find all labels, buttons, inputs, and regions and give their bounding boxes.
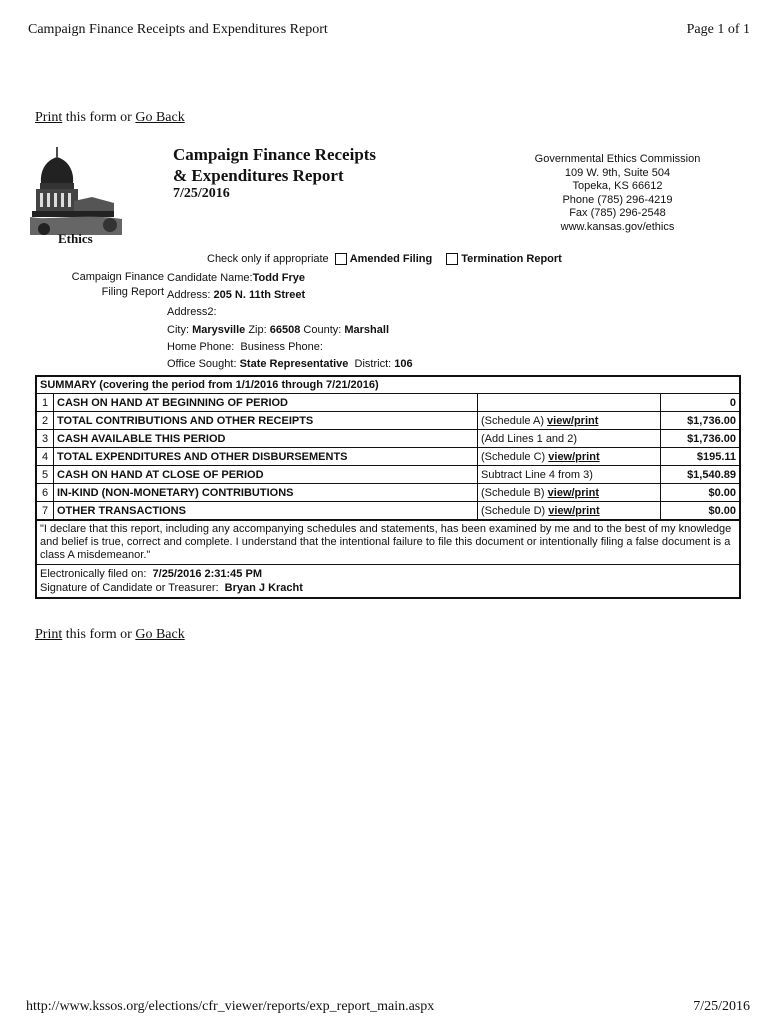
candidate-office: State Representative: [239, 358, 349, 371]
summary-table: [37, 394, 739, 520]
commission-web: www.kansas.gov/ethics: [560, 220, 675, 233]
commission-address1: 109 W. 9th, Suite 504: [564, 166, 671, 179]
view-print-link[interactable]: view/print: [547, 486, 599, 499]
candidate-district: 106: [394, 358, 413, 371]
line-number: 1: [37, 394, 54, 412]
line-amount: $1,540.89: [661, 466, 740, 484]
schedule-cell: [478, 412, 661, 430]
line-number: 5: [37, 466, 54, 484]
line-label: TOTAL EXPENDITURES AND OTHER DISBURSEMENTS: [54, 448, 478, 466]
signature-label: Signature of Candidate or Treasurer:: [40, 582, 219, 594]
view-print-link[interactable]: view/print: [548, 504, 600, 517]
line-label: CASH ON HAND AT BEGINNING OF PERIOD: [54, 394, 478, 412]
report-date: 7/25/2016: [173, 186, 230, 201]
line-amount: $0.00: [661, 484, 740, 502]
efiled-datetime: 7/25/2016 2:31:45 PM: [152, 568, 262, 580]
schedule-cell: [478, 466, 661, 484]
amended-filing-checkbox[interactable]: [335, 253, 347, 265]
schedule-text: (Schedule C): [481, 450, 549, 463]
line-number: 7: [37, 502, 54, 520]
filing-type-row: [207, 253, 562, 265]
nav-top: [35, 110, 185, 126]
line-amount: $1,736.00: [661, 412, 740, 430]
candidate-city: Marysville: [192, 323, 246, 336]
filing-report-label-line2: Filing Report: [101, 286, 164, 298]
candidate-address2-row: [167, 304, 413, 321]
business-phone-label: Business Phone:: [240, 340, 323, 353]
commission-fax: Fax (785) 296-2548: [569, 207, 666, 219]
county-label: County:: [303, 323, 342, 336]
candidate-address: 205 N. 11th Street: [213, 289, 306, 302]
summary-row: [37, 502, 739, 520]
zip-label: Zip:: [248, 323, 267, 336]
address-label: Address:: [167, 289, 211, 302]
declaration-text: "I declare that this report, including any accompanying schedules and statements, has been examined by me and to the best of my knowledge and belief is true, correct and complete. I understand that the intentional failure to file this document or intentionally filing a false document is a class A misdemeanor.": [37, 520, 739, 564]
report-title-line1: Campaign Finance Receipts: [173, 145, 377, 164]
district-label: District:: [354, 358, 392, 371]
line-label: TOTAL CONTRIBUTIONS AND OTHER RECEIPTS: [54, 412, 478, 430]
filing-report-label: [40, 270, 164, 300]
schedule-text: (Schedule B): [481, 486, 548, 499]
line-label: OTHER TRANSACTIONS: [54, 502, 478, 520]
summary-row: [37, 466, 739, 484]
filing-info: [37, 564, 739, 597]
print-link-bottom[interactable]: Print: [35, 627, 63, 642]
nav-bottom: [35, 627, 185, 643]
seal-text: Ethics: [58, 231, 93, 246]
line-number: 3: [37, 430, 54, 448]
capitol-seal-icon: [30, 143, 122, 247]
summary-row: [37, 394, 739, 412]
candidate-phone-row: [167, 339, 413, 356]
schedule-text: (Schedule D): [481, 504, 549, 517]
schedule-text: Subtract Line 4 from 3): [481, 468, 593, 481]
schedule-cell: [478, 502, 661, 520]
signature-name: Bryan J Kracht: [224, 582, 303, 594]
candidate-county: Marshall: [344, 323, 390, 336]
summary-row: [37, 430, 739, 448]
schedule-cell: [478, 430, 661, 448]
summary-heading: SUMMARY (covering the period from 1/1/2016 through 7/21/2016): [37, 377, 739, 394]
efiled-row: [40, 567, 736, 581]
nav-middle-text: this form or: [62, 110, 136, 125]
check-label: Check only if appropriate: [207, 253, 329, 265]
go-back-link-bottom[interactable]: Go Back: [135, 627, 185, 642]
commission-phone: Phone (785) 296-4219: [562, 193, 673, 206]
line-amount: 0: [661, 394, 740, 412]
summary-row: [37, 412, 739, 430]
line-number: 6: [37, 484, 54, 502]
line-label: IN-KIND (NON-MONETARY) CONTRIBUTIONS: [54, 484, 478, 502]
footer-url: http://www.kssos.org/elections/cfr_viewer/reports/exp_report_main.aspx: [26, 999, 435, 1014]
amended-filing-label: Amended Filing: [349, 253, 433, 265]
commission-city: Topeka, KS 66612: [572, 180, 663, 192]
candidate-city-row: [167, 322, 413, 339]
schedule-cell: [478, 484, 661, 502]
home-phone-label: Home Phone:: [167, 340, 235, 353]
termination-report-label: Termination Report: [461, 253, 562, 265]
line-number: 4: [37, 448, 54, 466]
city-label: City:: [167, 323, 189, 336]
candidate-name-label: Candidate Name:: [167, 272, 253, 284]
candidate-info: [167, 270, 413, 373]
line-label: CASH ON HAND AT CLOSE OF PERIOD: [54, 466, 478, 484]
summary-row: [37, 484, 739, 502]
line-amount: $1,736.00: [661, 430, 740, 448]
commission-name: Governmental Ethics Commission: [534, 153, 701, 165]
candidate-office-row: [167, 356, 413, 373]
efiled-label: Electronically filed on:: [40, 568, 147, 580]
page-number: Page 1 of 1: [686, 22, 750, 37]
termination-report-checkbox[interactable]: [446, 253, 458, 265]
filing-report-label-line1: Campaign Finance: [71, 271, 164, 283]
line-amount: $0.00: [661, 502, 740, 520]
report-title: [173, 144, 376, 186]
schedule-cell: [478, 448, 661, 466]
page-header-title: Campaign Finance Receipts and Expenditures Report: [28, 22, 328, 37]
commission-address-block: [505, 153, 730, 234]
footer-date: 7/25/2016: [693, 999, 750, 1014]
view-print-link[interactable]: view/print: [547, 414, 599, 427]
office-label: Office Sought:: [167, 358, 237, 371]
report-title-line2: & Expenditures Report: [173, 166, 344, 185]
view-print-link[interactable]: view/print: [548, 450, 600, 463]
candidate-zip: 66508: [269, 323, 301, 336]
summary-box: [35, 375, 741, 599]
go-back-link[interactable]: Go Back: [135, 110, 185, 125]
schedule-cell: [478, 394, 661, 412]
signature-row: [40, 581, 736, 595]
line-number: 2: [37, 412, 54, 430]
schedule-text: (Schedule A): [481, 414, 548, 427]
candidate-address-row: [167, 287, 413, 304]
address2-label: Address2:: [167, 306, 217, 319]
schedule-text: (Add Lines 1 and 2): [481, 432, 578, 445]
candidate-name: Todd Frye: [252, 272, 305, 284]
candidate-name-row: [167, 270, 413, 287]
summary-row: [37, 448, 739, 466]
print-link[interactable]: Print: [35, 110, 63, 125]
line-label: CASH AVAILABLE THIS PERIOD: [54, 430, 478, 448]
nav-middle-text-bottom: this form or: [62, 627, 136, 642]
line-amount: $195.11: [661, 448, 740, 466]
